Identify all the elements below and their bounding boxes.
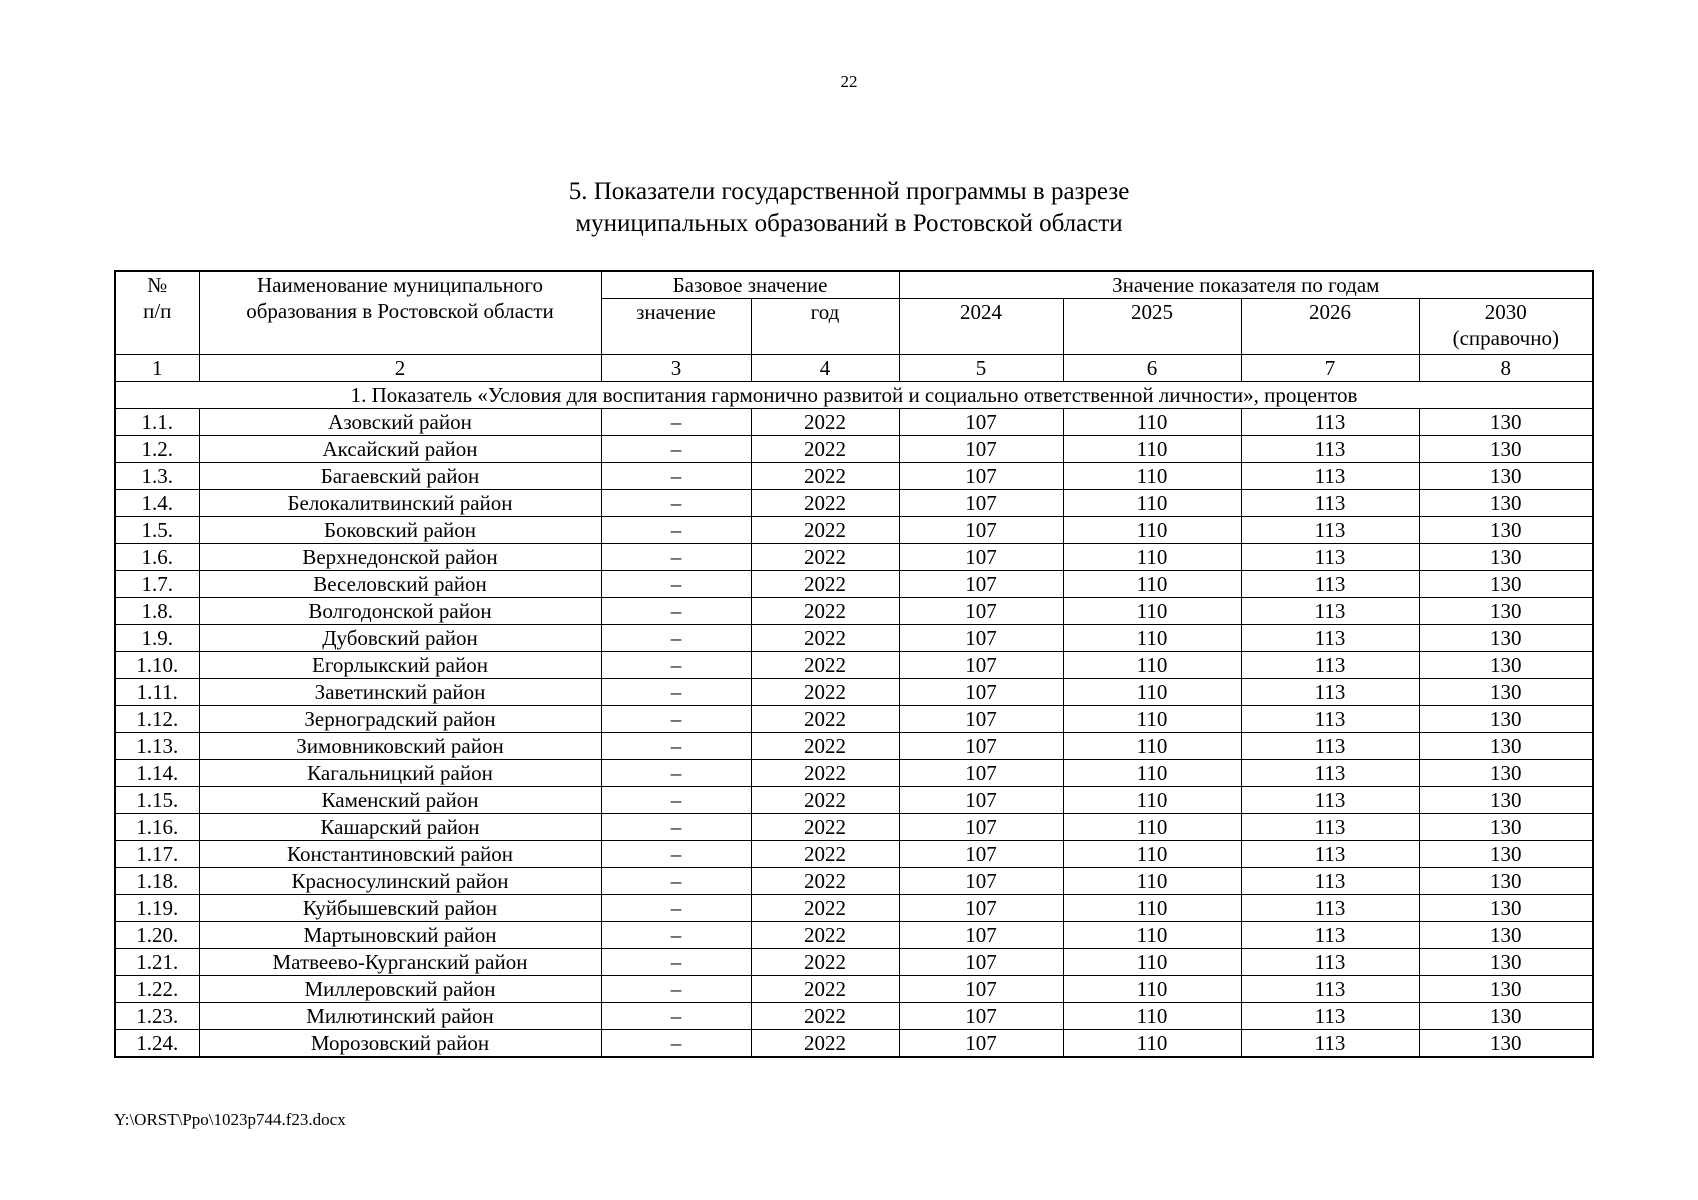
municipality-name: Егорлыкский район — [199, 652, 601, 679]
row-number: 1.2. — [115, 436, 199, 463]
base-value-cell: – — [601, 787, 751, 814]
value-2030-cell: 130 — [1419, 517, 1593, 544]
value-2024-cell: 107 — [899, 814, 1063, 841]
value-2026-cell: 113 — [1241, 517, 1419, 544]
value-2026-cell: 113 — [1241, 895, 1419, 922]
value-2026-cell: 113 — [1241, 814, 1419, 841]
municipality-name: Миллеровский район — [199, 976, 601, 1003]
value-2025-cell: 110 — [1063, 571, 1241, 598]
base-year-cell: 2022 — [751, 517, 899, 544]
table-row — [115, 679, 1593, 706]
table-row — [115, 517, 1593, 544]
header-name: Наименование муниципального образования в Ростовской области — [199, 271, 601, 355]
base-year-cell: 2022 — [751, 706, 899, 733]
value-2026-cell: 113 — [1241, 625, 1419, 652]
base-year-cell: 2022 — [751, 841, 899, 868]
row-number: 1.13. — [115, 733, 199, 760]
municipality-name: Верхнедонской район — [199, 544, 601, 571]
base-value-cell: – — [601, 463, 751, 490]
base-year-cell: 2022 — [751, 409, 899, 436]
value-2024-cell: 107 — [899, 895, 1063, 922]
value-2030-cell: 130 — [1419, 787, 1593, 814]
table-row — [115, 841, 1593, 868]
header-year-2025: 2025 — [1063, 299, 1241, 355]
base-year-cell: 2022 — [751, 733, 899, 760]
municipality-name: Волгодонской район — [199, 598, 601, 625]
table-row — [115, 976, 1593, 1003]
section-row — [115, 382, 1593, 409]
table-row — [115, 544, 1593, 571]
row-number: 1.6. — [115, 544, 199, 571]
table-row — [115, 814, 1593, 841]
value-2024-cell: 107 — [899, 1030, 1063, 1058]
table-body — [115, 409, 1593, 1058]
base-year-cell: 2022 — [751, 787, 899, 814]
base-value-cell: – — [601, 1030, 751, 1058]
value-2025-cell: 110 — [1063, 814, 1241, 841]
value-2030-cell: 130 — [1419, 949, 1593, 976]
value-2026-cell: 113 — [1241, 598, 1419, 625]
value-2025-cell: 110 — [1063, 895, 1241, 922]
column-number: 7 — [1241, 355, 1419, 382]
municipality-name: Багаевский район — [199, 463, 601, 490]
row-number: 1.8. — [115, 598, 199, 625]
value-2024-cell: 107 — [899, 571, 1063, 598]
municipality-name: Боковский район — [199, 517, 601, 544]
value-2030-cell: 130 — [1419, 679, 1593, 706]
base-value-cell: – — [601, 1003, 751, 1030]
row-number: 1.21. — [115, 949, 199, 976]
municipality-name: Мартыновский район — [199, 922, 601, 949]
value-2024-cell: 107 — [899, 625, 1063, 652]
column-number: 6 — [1063, 355, 1241, 382]
municipality-name: Аксайский район — [199, 436, 601, 463]
row-number: 1.9. — [115, 625, 199, 652]
value-2025-cell: 110 — [1063, 976, 1241, 1003]
base-year-cell: 2022 — [751, 1030, 899, 1058]
row-number: 1.4. — [115, 490, 199, 517]
base-year-cell: 2022 — [751, 436, 899, 463]
value-2026-cell: 113 — [1241, 436, 1419, 463]
base-year-cell: 2022 — [751, 1003, 899, 1030]
value-2026-cell: 113 — [1241, 922, 1419, 949]
value-2026-cell: 113 — [1241, 949, 1419, 976]
value-2024-cell: 107 — [899, 544, 1063, 571]
municipality-name: Кашарский район — [199, 814, 601, 841]
table-row — [115, 706, 1593, 733]
base-value-cell: – — [601, 436, 751, 463]
value-2025-cell: 110 — [1063, 679, 1241, 706]
value-2025-cell: 110 — [1063, 760, 1241, 787]
page-number: 22 — [840, 72, 858, 91]
municipality-name: Морозовский район — [199, 1030, 601, 1058]
row-number: 1.7. — [115, 571, 199, 598]
base-value-cell: – — [601, 814, 751, 841]
base-year-cell: 2022 — [751, 895, 899, 922]
municipality-name: Каменский район — [199, 787, 601, 814]
value-2025-cell: 110 — [1063, 490, 1241, 517]
base-value-cell: – — [601, 976, 751, 1003]
value-2025-cell: 110 — [1063, 625, 1241, 652]
municipality-name: Веселовский район — [199, 571, 601, 598]
table-row — [115, 1003, 1593, 1030]
base-year-cell: 2022 — [751, 814, 899, 841]
value-2030-cell: 130 — [1419, 976, 1593, 1003]
value-2026-cell: 113 — [1241, 571, 1419, 598]
row-number: 1.11. — [115, 679, 199, 706]
value-2024-cell: 107 — [899, 868, 1063, 895]
value-2025-cell: 110 — [1063, 841, 1241, 868]
table-row — [115, 463, 1593, 490]
value-2025-cell: 110 — [1063, 1030, 1241, 1058]
value-2026-cell: 113 — [1241, 463, 1419, 490]
base-year-cell: 2022 — [751, 571, 899, 598]
value-2024-cell: 107 — [899, 652, 1063, 679]
base-value-cell: – — [601, 598, 751, 625]
value-2030-cell: 130 — [1419, 652, 1593, 679]
value-2030-cell: 130 — [1419, 625, 1593, 652]
value-2030-cell: 130 — [1419, 598, 1593, 625]
base-value-cell: – — [601, 652, 751, 679]
value-2024-cell: 107 — [899, 679, 1063, 706]
header-values-by-years: Значение показателя по годам — [899, 271, 1593, 299]
base-value-cell: – — [601, 949, 751, 976]
row-number: 1.14. — [115, 760, 199, 787]
value-2025-cell: 110 — [1063, 787, 1241, 814]
value-2024-cell: 107 — [899, 1003, 1063, 1030]
value-2026-cell: 113 — [1241, 1003, 1419, 1030]
municipality-name: Константиновский район — [199, 841, 601, 868]
value-2030-cell: 130 — [1419, 463, 1593, 490]
row-number: 1.22. — [115, 976, 199, 1003]
value-2026-cell: 113 — [1241, 652, 1419, 679]
row-number: 1.24. — [115, 1030, 199, 1058]
header-row-1 — [115, 271, 1593, 299]
row-number: 1.5. — [115, 517, 199, 544]
value-2026-cell: 113 — [1241, 787, 1419, 814]
row-number: 1.10. — [115, 652, 199, 679]
row-number: 1.3. — [115, 463, 199, 490]
row-number: 1.16. — [115, 814, 199, 841]
value-2024-cell: 107 — [899, 463, 1063, 490]
value-2026-cell: 113 — [1241, 706, 1419, 733]
value-2024-cell: 107 — [899, 733, 1063, 760]
section-title: 1. Показатель «Условия для воспитания гармонично развитой и социально ответственной личности», процентов — [115, 382, 1593, 409]
value-2030-cell: 130 — [1419, 436, 1593, 463]
value-2030-cell: 130 — [1419, 922, 1593, 949]
document-title — [0, 176, 1698, 240]
base-year-cell: 2022 — [751, 760, 899, 787]
table-row — [115, 760, 1593, 787]
value-2024-cell: 107 — [899, 787, 1063, 814]
value-2026-cell: 113 — [1241, 544, 1419, 571]
header-num: № п/п — [115, 271, 199, 355]
header-base-sub-year: год — [751, 299, 899, 355]
table-row — [115, 571, 1593, 598]
table-row — [115, 652, 1593, 679]
table-row — [115, 625, 1593, 652]
value-2026-cell: 113 — [1241, 1030, 1419, 1058]
value-2025-cell: 110 — [1063, 733, 1241, 760]
municipality-name: Заветинский район — [199, 679, 601, 706]
value-2024-cell: 107 — [899, 949, 1063, 976]
base-value-cell: – — [601, 571, 751, 598]
municipality-name: Куйбышевский район — [199, 895, 601, 922]
table-row — [115, 1030, 1593, 1058]
file-path-footer: Y:\ORST\Ppo\1023p744.f23.docx — [114, 1110, 346, 1129]
municipality-name: Зерноградский район — [199, 706, 601, 733]
base-value-cell: – — [601, 922, 751, 949]
header-base-value: Базовое значение — [601, 271, 899, 299]
title-line-2: муниципальных образований в Ростовской области — [575, 210, 1123, 237]
value-2026-cell: 113 — [1241, 733, 1419, 760]
base-value-cell: – — [601, 517, 751, 544]
value-2025-cell: 110 — [1063, 436, 1241, 463]
municipality-name: Красносулинский район — [199, 868, 601, 895]
table-row — [115, 598, 1593, 625]
base-year-cell: 2022 — [751, 679, 899, 706]
value-2025-cell: 110 — [1063, 706, 1241, 733]
value-2026-cell: 113 — [1241, 976, 1419, 1003]
header-base-sub-value: значение — [601, 299, 751, 355]
header-year-2026: 2026 — [1241, 299, 1419, 355]
value-2030-cell: 130 — [1419, 868, 1593, 895]
table-row — [115, 733, 1593, 760]
value-2025-cell: 110 — [1063, 868, 1241, 895]
base-year-cell: 2022 — [751, 625, 899, 652]
title-line-1: 5. Показатели государственной программы в разрезе — [568, 178, 1130, 205]
value-2030-cell: 130 — [1419, 814, 1593, 841]
column-number: 2 — [199, 355, 601, 382]
base-value-cell: – — [601, 760, 751, 787]
row-number: 1.19. — [115, 895, 199, 922]
table-row — [115, 868, 1593, 895]
row-number: 1.18. — [115, 868, 199, 895]
base-year-cell: 2022 — [751, 544, 899, 571]
municipality-name: Азовский район — [199, 409, 601, 436]
value-2026-cell: 113 — [1241, 490, 1419, 517]
column-number: 5 — [899, 355, 1063, 382]
value-2025-cell: 110 — [1063, 463, 1241, 490]
table-row — [115, 436, 1593, 463]
base-year-cell: 2022 — [751, 868, 899, 895]
header-year-2024: 2024 — [899, 299, 1063, 355]
table-row — [115, 787, 1593, 814]
table-row — [115, 895, 1593, 922]
value-2030-cell: 130 — [1419, 760, 1593, 787]
value-2030-cell: 130 — [1419, 571, 1593, 598]
value-2030-cell: 130 — [1419, 841, 1593, 868]
base-value-cell: – — [601, 706, 751, 733]
value-2030-cell: 130 — [1419, 1003, 1593, 1030]
municipality-name: Дубовский район — [199, 625, 601, 652]
base-year-cell: 2022 — [751, 976, 899, 1003]
value-2026-cell: 113 — [1241, 760, 1419, 787]
base-value-cell: – — [601, 841, 751, 868]
value-2024-cell: 107 — [899, 922, 1063, 949]
value-2025-cell: 110 — [1063, 517, 1241, 544]
base-value-cell: – — [601, 544, 751, 571]
row-number: 1.1. — [115, 409, 199, 436]
base-year-cell: 2022 — [751, 652, 899, 679]
municipality-name: Зимовниковский район — [199, 733, 601, 760]
municipality-name: Белокалитвинский район — [199, 490, 601, 517]
table-row — [115, 949, 1593, 976]
value-2024-cell: 107 — [899, 517, 1063, 544]
column-number: 3 — [601, 355, 751, 382]
value-2025-cell: 110 — [1063, 652, 1241, 679]
table-row — [115, 490, 1593, 517]
base-year-cell: 2022 — [751, 463, 899, 490]
value-2026-cell: 113 — [1241, 679, 1419, 706]
base-value-cell: – — [601, 679, 751, 706]
value-2030-cell: 130 — [1419, 490, 1593, 517]
value-2030-cell: 130 — [1419, 706, 1593, 733]
base-value-cell: – — [601, 733, 751, 760]
value-2026-cell: 113 — [1241, 868, 1419, 895]
value-2024-cell: 107 — [899, 976, 1063, 1003]
value-2026-cell: 113 — [1241, 841, 1419, 868]
table-row — [115, 922, 1593, 949]
municipality-name: Матвеево-Курганский район — [199, 949, 601, 976]
row-number: 1.15. — [115, 787, 199, 814]
column-numbers-row — [115, 355, 1593, 382]
base-year-cell: 2022 — [751, 598, 899, 625]
value-2030-cell: 130 — [1419, 733, 1593, 760]
value-2025-cell: 110 — [1063, 598, 1241, 625]
value-2030-cell: 130 — [1419, 544, 1593, 571]
column-number: 4 — [751, 355, 899, 382]
value-2030-cell: 130 — [1419, 1030, 1593, 1058]
value-2025-cell: 110 — [1063, 409, 1241, 436]
row-number: 1.12. — [115, 706, 199, 733]
table-row — [115, 409, 1593, 436]
base-value-cell: – — [601, 490, 751, 517]
value-2025-cell: 110 — [1063, 922, 1241, 949]
value-2024-cell: 107 — [899, 706, 1063, 733]
value-2024-cell: 107 — [899, 841, 1063, 868]
column-number: 1 — [115, 355, 199, 382]
row-number: 1.23. — [115, 1003, 199, 1030]
value-2026-cell: 113 — [1241, 409, 1419, 436]
value-2025-cell: 110 — [1063, 949, 1241, 976]
value-2025-cell: 110 — [1063, 1003, 1241, 1030]
indicators-table — [114, 270, 1594, 1058]
municipality-name: Кагальницкий район — [199, 760, 601, 787]
base-value-cell: – — [601, 868, 751, 895]
base-year-cell: 2022 — [751, 490, 899, 517]
value-2024-cell: 107 — [899, 598, 1063, 625]
value-2024-cell: 107 — [899, 409, 1063, 436]
value-2030-cell: 130 — [1419, 895, 1593, 922]
value-2024-cell: 107 — [899, 490, 1063, 517]
municipality-name: Милютинский район — [199, 1003, 601, 1030]
row-number: 1.17. — [115, 841, 199, 868]
column-number: 8 — [1419, 355, 1593, 382]
row-number: 1.20. — [115, 922, 199, 949]
value-2024-cell: 107 — [899, 436, 1063, 463]
value-2024-cell: 107 — [899, 760, 1063, 787]
base-year-cell: 2022 — [751, 949, 899, 976]
base-year-cell: 2022 — [751, 922, 899, 949]
header-year-2030: 2030 (справочно) — [1419, 299, 1593, 355]
base-value-cell: – — [601, 895, 751, 922]
base-value-cell: – — [601, 409, 751, 436]
base-value-cell: – — [601, 625, 751, 652]
value-2025-cell: 110 — [1063, 544, 1241, 571]
value-2030-cell: 130 — [1419, 409, 1593, 436]
